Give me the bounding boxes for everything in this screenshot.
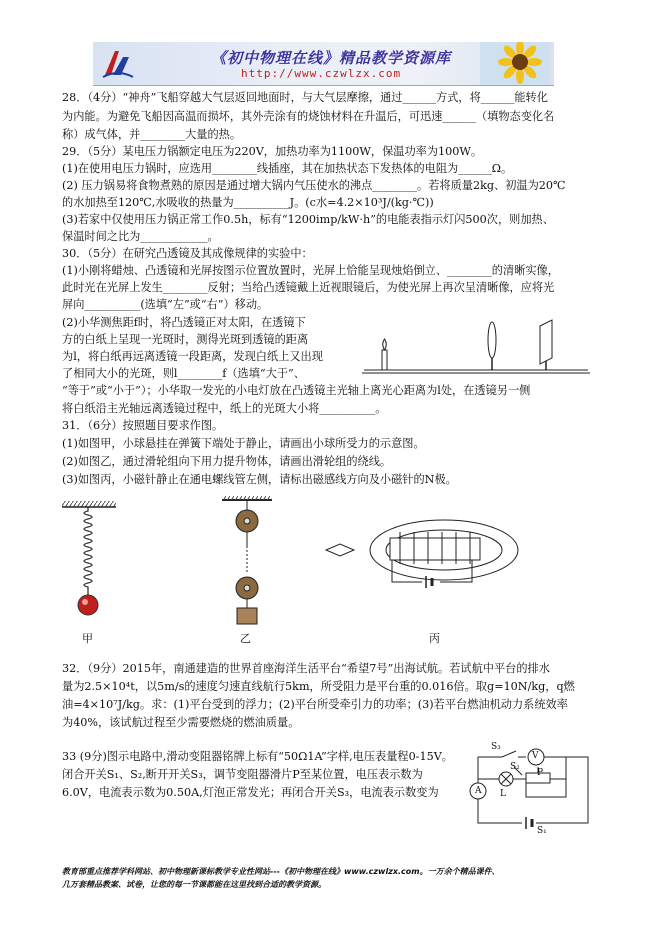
q30-line-9: “等于”或“小于”）；小华取一发光的小电灯放在凸透镜主光轴上离光心距离为l处，在透镜另一侧 xyxy=(62,384,531,397)
figure-label-jia: 甲 xyxy=(82,632,93,645)
q30-line-3: 此时光在光屏上发生________反射；当给凸透镜戴上近视眼镜后，为使光屏上再次呈清晰像，应将光 xyxy=(62,281,555,294)
q28-line-3: 称）成气体，并________大量的热。 xyxy=(62,128,242,141)
q30-line-5: (2)小华测焦距f时，将凸透镜正对太阳，在透镜下 xyxy=(62,316,306,329)
q31-line-3: (2)如图乙，通过滑轮组向下用力提升物体，请画出滑轮组的绕线。 xyxy=(62,455,392,468)
sunflower-icon xyxy=(480,42,550,85)
q29-line-6: 保温时间之比为____________。 xyxy=(62,230,219,243)
q33-line-1: 33 (9分)图示电路中,滑动变阻器铭牌上标有“50Ω1A”字样,电压表量程0-15V。 xyxy=(62,750,453,763)
q32-line-1: 32．（9分）2015年，南通建造的世界首座海洋生活平台“希望7号”出海试航。若试航中平台的排水 xyxy=(62,662,550,675)
q30-line-6: 方的白纸上呈现一光斑时，测得光斑到透镜的距离 xyxy=(62,333,309,346)
q31-line-1: 31．（6分）按照题目要求作图。 xyxy=(62,419,224,432)
circuit-diagram xyxy=(466,739,596,839)
q28-line-1: 28．（4分）“神舟”飞船穿越大气层返回地面时，与大气层摩擦，通过______方式，将______能转化 xyxy=(62,91,548,104)
q30-line-10: 将白纸沿主光轴远离透镜过程中，纸上的光斑大小将__________。 xyxy=(62,402,387,415)
header-banner xyxy=(93,42,554,86)
figure-label-yi: 乙 xyxy=(240,632,251,645)
q30-line-7: 为l，将白纸再远离透镜一段距离，发现白纸上又出现 xyxy=(62,350,323,363)
circuit-label-s2: S₂ xyxy=(510,762,520,772)
q30-line-1: 30．（5分）在研究凸透镜及其成像规律的实验中： xyxy=(62,247,313,260)
circuit-label-a: A xyxy=(475,786,482,796)
q32-line-4: 为40%，该试航过程至少需要燃烧的燃油质量。 xyxy=(62,716,300,729)
q32-line-3: 油=4×10⁷J/kg。求：(1)平台受到的浮力；(2)平台所受牵引力的功率；(3)若平台燃油机动力系统效率 xyxy=(62,698,568,711)
q29-line-3: (2) 压力锅易将食物煮熟的原因是通过增大锅内气压使水的沸点________。若将质量2kg、初温为20℃ xyxy=(62,179,566,192)
q33-line-2: 闭合开关S₁、S₂,断开开关S₃，调节变阻器滑片P至某位置，电压表示数为 xyxy=(62,768,423,781)
circuit-label-p: P xyxy=(537,768,544,778)
lens-icon xyxy=(488,322,496,370)
q32-line-2: 量为2.5×10⁴t，以5m/s的速度匀速直线航行5km，所受阻力是平台重的0.016倍。取g=10N/kg，q燃 xyxy=(62,680,575,693)
footer-line-2: 几万套精品教案、试卷，让您的每一节课都能在这里找到合适的教学资源。 xyxy=(62,880,326,889)
banner-title: 《初中物理在线》精品教学资源库 xyxy=(211,49,452,67)
q29-line-4: 的水加热至120℃,水吸收的热量为__________J。(c水=4.2×10³J/(kg·℃)) xyxy=(62,196,434,209)
circuit-label-s3: S₃ xyxy=(491,742,501,752)
q33-line-3: 6.0V，电流表示数为0.50A,灯泡正常发光；再闭合开关S₃，电流表示数变为 xyxy=(62,786,439,799)
q28-line-2: 为内能。为避免飞船因高温而损坏，其外壳涂有的烧蚀材料在升温后，可迅速______（填物态变化名 xyxy=(62,110,555,123)
q30-line-2: (1)小刚将蜡烛、凸透镜和光屏按图示位置放置时，光屏上恰能呈现烛焰倒立、________的清晰实像， xyxy=(62,264,559,277)
site-logo-icon xyxy=(101,47,135,79)
banner-url[interactable]: http://www.czwlzx.com xyxy=(241,67,402,80)
figure-solenoid xyxy=(322,512,522,607)
q31-line-4: (3)如图丙，小磁针静止在通电螺线管左侧，请标出磁感线方向及小磁针的N极。 xyxy=(62,473,457,486)
lens-experiment-figure xyxy=(362,312,592,378)
circuit-label-s1: S₁ xyxy=(537,826,547,836)
q30-line-8: 了相同大小的光斑，则l________f（选填“大于”、 xyxy=(62,367,305,380)
circuit-label-l: L xyxy=(500,789,506,799)
q29-line-2: (1)在使用电压力锅时，应选用________线插座，其在加热状态下发热体的电阻为______Ω。 xyxy=(62,162,513,175)
circuit-label-v: V xyxy=(532,751,539,761)
compass-needle-icon xyxy=(326,544,354,556)
figure-spring-ball xyxy=(60,497,120,627)
candle-icon xyxy=(382,339,387,370)
footer-line-1: 教育部重点推荐学科网站、初中物理新课标教学专业性网站---《初中物理在线》www.czwlzx.com。一万余个精品课件、 xyxy=(62,867,500,876)
figure-pulley-system xyxy=(222,496,272,631)
q31-line-2: (1)如图甲，小球悬挂在弹簧下端处于静止，请画出小球所受力的示意图。 xyxy=(62,437,425,450)
q30-line-4: 屏向__________(选填“左”或“右”）移动。 xyxy=(62,298,269,311)
figure-label-bing: 丙 xyxy=(429,632,440,645)
screen-icon xyxy=(540,320,552,370)
q29-line-1: 29．（5分）某电压力锅额定电压为220V，加热功率为1100W，保温功率为100W。 xyxy=(62,145,483,158)
q29-line-5: (3)若家中仅使用压力锅正常工作0.5h，标有“1200imp/kW·h”的电能表指示灯闪500次，则加热、 xyxy=(62,213,554,226)
